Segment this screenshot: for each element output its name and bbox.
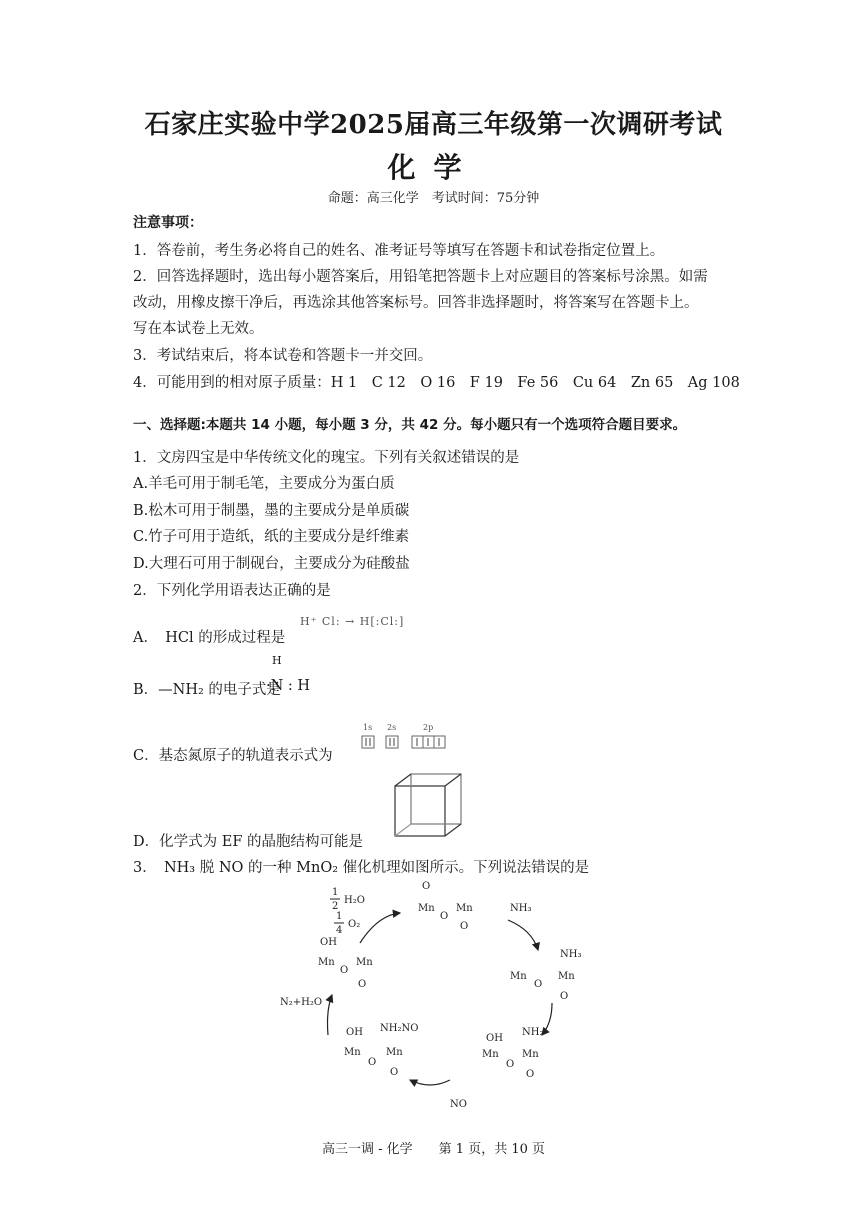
br-o-bottom: O xyxy=(526,1069,535,1080)
q1-option-c: C.竹子可用于造纸，纸的主要成分是纤维素 xyxy=(133,529,410,545)
nh3-reagent: NH₃ xyxy=(510,903,532,914)
left-o-bridge: O xyxy=(340,965,349,976)
quarter-num: 1 xyxy=(336,911,343,922)
nh2-top-h: H xyxy=(272,654,282,667)
quarter-den: 4 xyxy=(336,925,343,936)
bl-nh2no: NH₂NO xyxy=(380,1023,419,1034)
q2-stem: 2．下列化学用语表达正确的是 xyxy=(133,583,331,599)
top-o-bridge: O xyxy=(440,911,449,922)
br-oh: OH xyxy=(486,1033,503,1044)
bl-o-bottom: O xyxy=(390,1067,399,1078)
orbital-diagram xyxy=(360,720,450,754)
orbital-label-2p: 2p xyxy=(423,723,434,732)
right-o-bridge: O xyxy=(534,979,543,990)
notice-item-2: 2．回答选择题时，选出每小题答案后，用铅笔把答题卡上对应题目的答案标号涂黑。如需 xyxy=(133,269,708,285)
nh2-electron-formula: ·N : H xyxy=(266,678,311,694)
q2-option-b: B．—NH₂ 的电子式是 xyxy=(133,682,281,698)
catalytic-cycle-diagram xyxy=(260,875,600,1115)
q2-option-c: C．基态氮原子的轨道表示式为 xyxy=(133,748,333,764)
exam-title: 石家庄实验中学2025届高三年级第一次调研考试 xyxy=(144,110,723,140)
right-nh3: NH₃ xyxy=(560,949,582,960)
right-mn2: Mn xyxy=(558,971,575,982)
br-mn1: Mn xyxy=(482,1049,499,1060)
crystal-cell-diagram xyxy=(385,770,467,840)
n2-h2o-product: N₂+H₂O xyxy=(280,997,323,1008)
br-nh2: NH₂ xyxy=(522,1027,544,1038)
top-mn-right: Mn xyxy=(456,903,473,914)
notice-item-1: 1．答卷前，考生务必将自己的姓名、准考证号等填写在答题卡和试卷指定位置上。 xyxy=(133,243,665,259)
bl-o-bridge: O xyxy=(368,1057,377,1068)
left-mn2: Mn xyxy=(356,957,373,968)
subject-title: 化学 xyxy=(387,151,480,184)
section-heading: 一、选择题:本题共 14 小题，每小题 3 分，共 42 分。每小题只有一个选项符合题目要求。 xyxy=(133,417,687,433)
bl-mn2: Mn xyxy=(386,1047,403,1058)
page-footer: 高三一调 - 化学 第 1 页，共 10 页 xyxy=(322,1142,545,1157)
br-o-bridge: O xyxy=(506,1059,515,1070)
q1-option-a: A.羊毛可用于制毛笔，主要成分为蛋白质 xyxy=(133,476,395,492)
notice-item-3: 3．考试结束后，将本试卷和答题卡一并交回。 xyxy=(133,348,433,364)
h2o-label: H₂O xyxy=(344,895,365,906)
notice-heading: 注意事项： xyxy=(133,215,203,231)
top-o-label: O xyxy=(422,881,431,892)
no-reagent: NO xyxy=(450,1099,467,1110)
exam-meta: 命题：高三化学 考试时间：75分钟 xyxy=(327,191,540,206)
right-o-bottom: O xyxy=(560,991,569,1002)
q1-stem: 1．文房四宝是中华传统文化的瑰宝。下列有关叙述错误的是 xyxy=(133,450,520,466)
top-o-bottom: O xyxy=(460,921,469,932)
half-den: 2 xyxy=(332,901,339,912)
left-oh: OH xyxy=(320,937,337,948)
half-num: 1 xyxy=(332,887,339,898)
notice-item-2-end: 写在本试卷上无效。 xyxy=(133,321,264,337)
left-o-bottom: O xyxy=(358,979,367,990)
q3-stem: 3． NH₃ 脱 NO 的一种 MnO₂ 催化机理如图所示。下列说法错误的是 xyxy=(133,860,590,876)
bl-oh: OH xyxy=(346,1027,363,1038)
q2-option-d: D．化学式为 EF 的晶胞结构可能是 xyxy=(133,834,363,850)
br-mn2: Mn xyxy=(522,1049,539,1060)
q1-option-b: B.松木可用于制墨，墨的主要成分是单质碳 xyxy=(133,503,410,519)
orbital-label-2s: 2s xyxy=(387,723,397,732)
bl-mn1: Mn xyxy=(344,1047,361,1058)
o2-label: O₂ xyxy=(348,919,361,930)
notice-item-4: 4．可能用到的相对原子质量：H 1 C 12 O 16 F 19 Fe 56 Cu 64 Zn 65 Ag 108 xyxy=(133,375,740,391)
hcl-formation-formula: H⁺ Cl: → H[:Cl:] xyxy=(300,615,405,628)
q1-option-d: D.大理石可用于制砚台，主要成分为硅酸盐 xyxy=(133,556,410,572)
q2-option-a: A． HCl 的形成过程是 xyxy=(133,630,286,646)
top-mn-left: Mn xyxy=(418,903,435,914)
orbital-label-1s: 1s xyxy=(363,723,373,732)
right-mn1: Mn xyxy=(510,971,527,982)
left-mn1: Mn xyxy=(318,957,335,968)
notice-item-2-cont: 改动，用橡皮擦干净后，再选涂其他答案标号。回答非选择题时，将答案写在答题卡上。 xyxy=(133,295,699,311)
